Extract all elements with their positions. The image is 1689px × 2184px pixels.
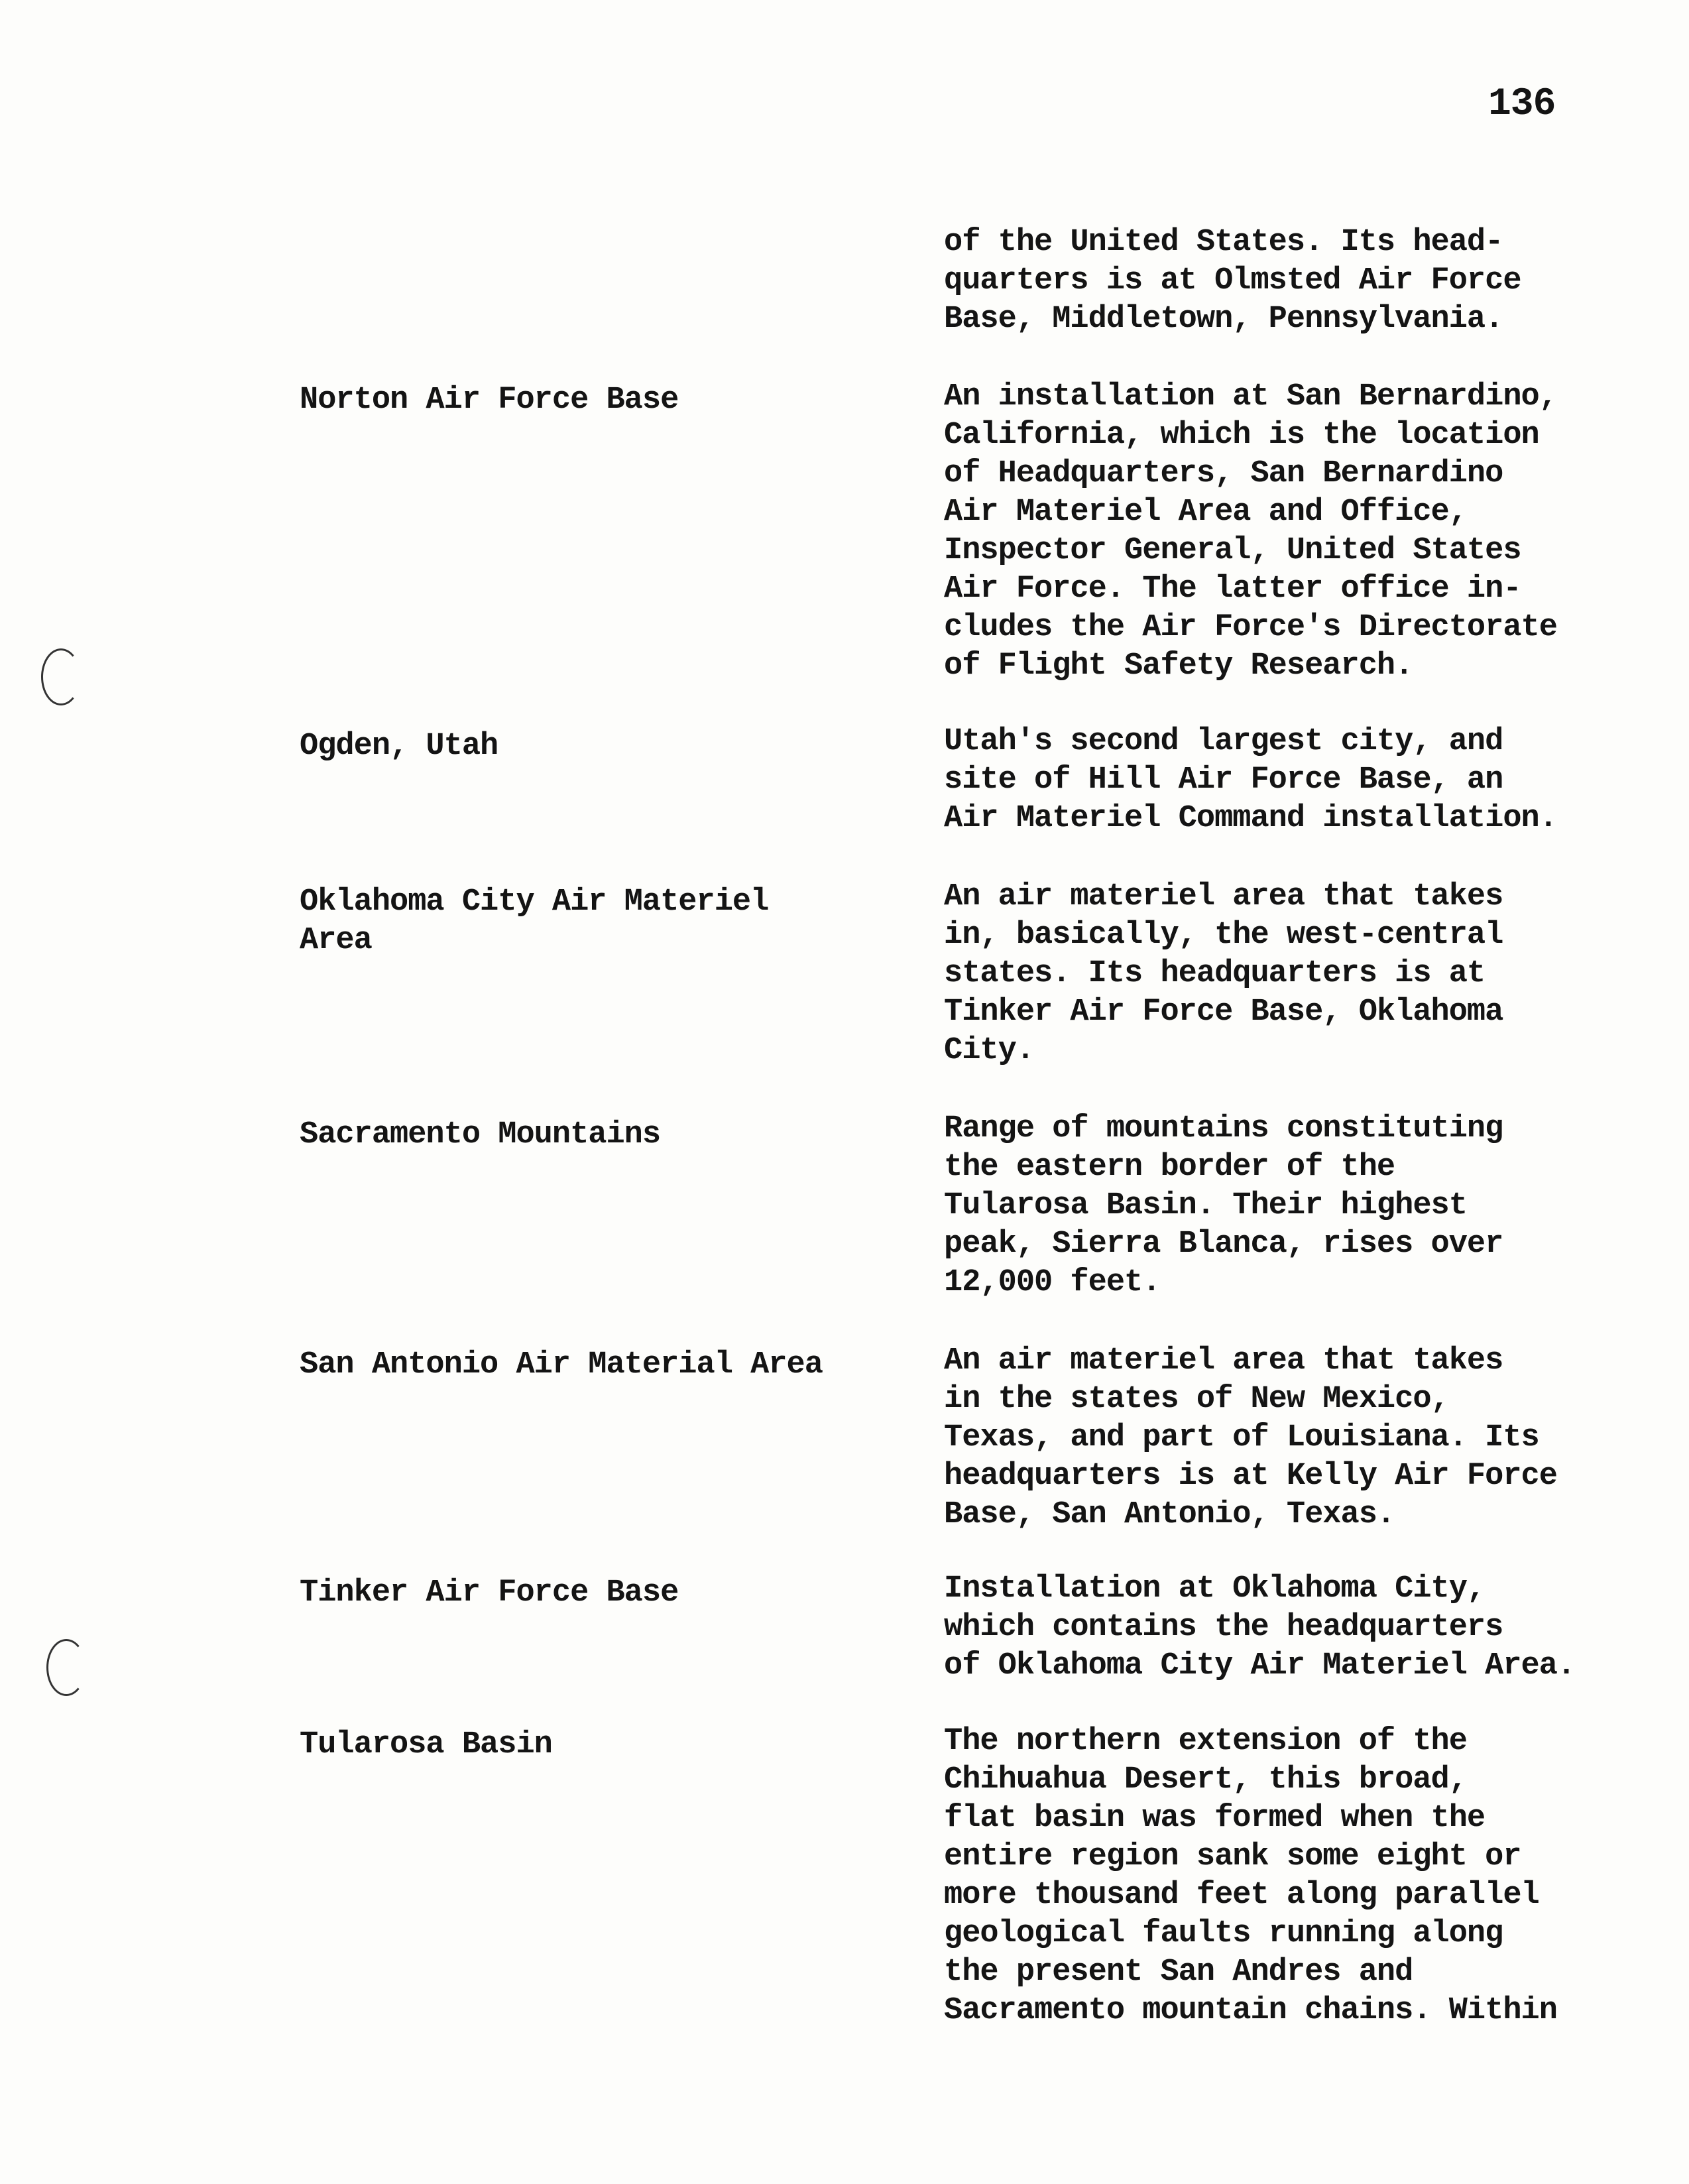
glossary-definition: An air materiel area that takes in, basically, the west-central states. Its headquarters is at Tinker Air Force Base, Oklahoma City. bbox=[944, 879, 1503, 1068]
glossary-definition: The northern extension of the Chihuahua Desert, this broad, flat basin was formed when the entire region sank some eight or more thousand feet along parallel geological faults running along the present San Andres and Sacramento mountain chains. Within bbox=[944, 1724, 1557, 2028]
glossary-term: Norton Air Force Base bbox=[300, 383, 679, 418]
glossary-term: Tinker Air Force Base bbox=[300, 1575, 679, 1610]
punch-hole-lower bbox=[46, 1639, 86, 1696]
glossary-term: Oklahoma City Air Materiel Area bbox=[300, 884, 769, 958]
glossary-definition: An installation at San Bernardino, California, which is the location of Headquarters, San Bernardino Air Materiel Area and Office, Inspector General, United States Air Force. The latter office in- cludes the Air Force's Directorate of Flight Safety Research. bbox=[944, 379, 1557, 684]
continuation-definition: of the United States. Its head- quarters is at Olmsted Air Force Base, Middletown, Pennsylvania. bbox=[944, 225, 1521, 337]
glossary-definition: An air materiel area that takes in the states of New Mexico, Texas, and part of Louisiana. Its headquarters is at Kelly Air Force Base, San Antonio, Texas. bbox=[944, 1343, 1557, 1532]
glossary-term: Ogden, Utah bbox=[300, 729, 498, 764]
glossary-term: Sacramento Mountains bbox=[300, 1117, 661, 1152]
glossary-term: Tularosa Basin bbox=[300, 1727, 552, 1762]
punch-hole-upper bbox=[41, 648, 81, 705]
glossary-definition: Utah's second largest city, and site of Hill Air Force Base, an Air Materiel Command installation. bbox=[944, 724, 1557, 836]
glossary-definition: Installation at Oklahoma City, which contains the headquarters of Oklahoma City Air Materiel Area. bbox=[944, 1571, 1576, 1683]
glossary-definition: Range of mountains constituting the eastern border of the Tularosa Basin. Their highest peak, Sierra Blanca, rises over 12,000 feet. bbox=[944, 1111, 1503, 1300]
page-number: 136 bbox=[1488, 83, 1556, 126]
glossary-term: San Antonio Air Material Area bbox=[300, 1347, 823, 1382]
